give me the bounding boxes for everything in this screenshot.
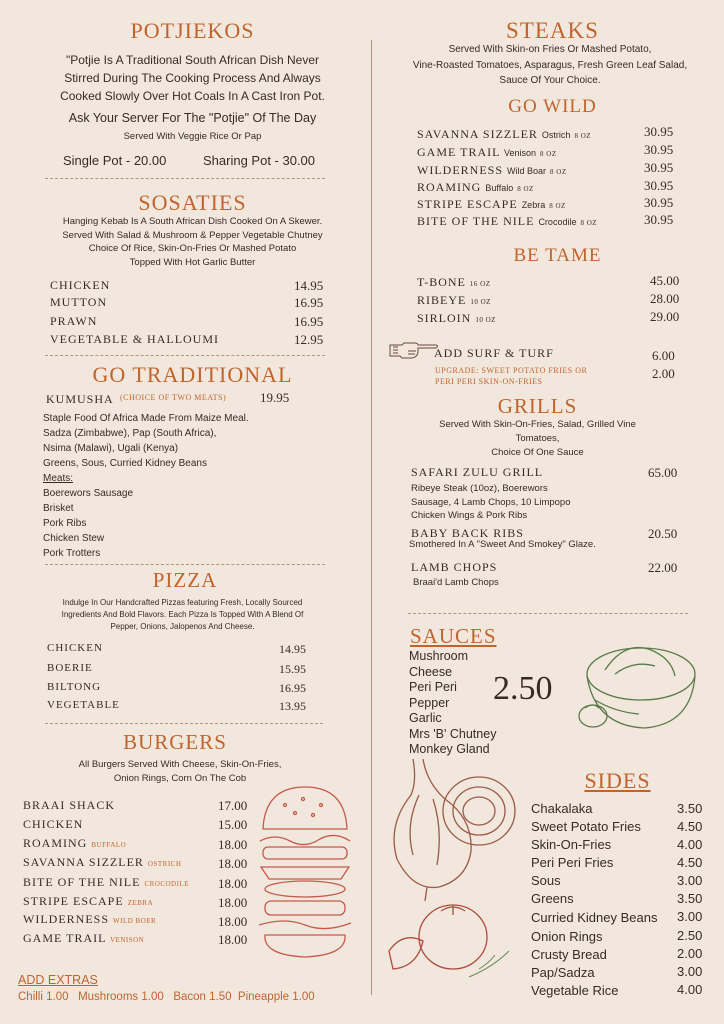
baby-back-ribs: BABY BACK RIBS xyxy=(411,526,524,540)
burgers-desc xyxy=(20,758,340,786)
side-item-price: 2.50 xyxy=(677,928,703,943)
sosaties-desc-line: Served With Salad & Mushroom & Pepper Vegetable Chutney xyxy=(62,229,323,241)
burger-price: 18.00 xyxy=(218,895,248,910)
wild-meat: Ostrich xyxy=(541,130,571,140)
side-item-name: Curried Kidney Beans xyxy=(531,910,658,925)
burger-illustration xyxy=(255,783,355,961)
side-item-price: 3.00 xyxy=(677,909,703,924)
meat-item: Brisket xyxy=(43,503,74,514)
tame-oz: 10 OZ xyxy=(470,298,491,306)
sauce-item: Garlic xyxy=(409,711,442,725)
burger-meat-note: CROCODILE xyxy=(144,880,189,888)
pizza-desc-line: Pepper, Onions, Jalopenos And Cheese. xyxy=(110,622,255,631)
burger-meat-note: BUFFALO xyxy=(91,841,127,849)
burger-name: SAVANNA SIZZLER OSTRICH xyxy=(23,855,182,869)
burger-meat-note: WILD BOER xyxy=(113,917,157,925)
kumusha-note: (CHOICE OF TWO MEATS) xyxy=(120,393,227,402)
wild-meat: Buffalo xyxy=(485,183,514,193)
side-item-name: Greens xyxy=(531,891,574,906)
wild-price: 30.95 xyxy=(644,195,674,210)
burger-price: 17.00 xyxy=(218,798,248,813)
ribs-desc: Smothered In A "Sweet And Smokey" Glaze. xyxy=(409,539,596,550)
traditional-line: Staple Food Of Africa Made From Maize Meal. xyxy=(43,413,249,424)
betame-title: BE TAME xyxy=(513,245,602,266)
wild-oz: 8 OZ xyxy=(550,168,567,176)
tame-price: 29.00 xyxy=(650,309,680,324)
side-item-name: Chakalaka xyxy=(531,801,593,816)
meat-item: Boerewors Sausage xyxy=(43,488,134,499)
potjiekos-desc-line: Stirred During The Cooking Process And Always xyxy=(64,71,321,85)
burger-price: 18.00 xyxy=(218,914,248,929)
side-item-name: Pap/Sadza xyxy=(531,965,595,980)
sauces-title: SAUCES xyxy=(410,624,497,648)
burger-price: 18.00 xyxy=(218,876,248,891)
wild-price: 30.95 xyxy=(644,142,674,157)
side-item-price: 3.50 xyxy=(677,891,703,906)
menu-item-name: CHICKEN xyxy=(47,642,103,654)
wild-item: BITE OF THE NILE Crocodile 8 OZ xyxy=(417,214,598,228)
sides-title: SIDES xyxy=(584,768,651,793)
menu-item-name: PRAWN xyxy=(50,314,98,328)
side-item-price: 4.00 xyxy=(677,837,703,852)
divider xyxy=(45,723,323,724)
menu-item-price: 14.95 xyxy=(279,642,306,656)
side-item-name: Peri Peri Fries xyxy=(531,855,614,870)
lamb-chops: LAMB CHOPS xyxy=(411,560,498,574)
traditional-line: Greens, Sous, Curried Kidney Beans xyxy=(43,458,207,469)
side-item-price: 4.50 xyxy=(677,855,703,870)
upgrade-note xyxy=(435,365,587,387)
menu-item-name: BILTONG xyxy=(47,681,102,693)
steaks-desc-line: Served With Skin-on Fries Or Mashed Potato, xyxy=(448,44,652,55)
side-item-price: 3.00 xyxy=(677,873,703,888)
zulu-grill-price: 65.00 xyxy=(648,465,678,480)
potjiekos-desc-line: "Potjie Is A Traditional South African Dish Never xyxy=(65,53,320,67)
side-item-name: Skin-On-Fries xyxy=(531,837,612,852)
wild-oz: 8 OZ xyxy=(540,150,557,158)
wild-price: 30.95 xyxy=(644,160,674,175)
sauce-item: Peri Peri xyxy=(409,680,457,694)
burger-meat-note: VENISON xyxy=(110,936,145,944)
lamb-price: 22.00 xyxy=(648,560,678,575)
divider xyxy=(45,178,325,179)
burger-name: BITE OF THE NILE CROCODILE xyxy=(23,875,189,889)
wild-item: WILDERNESS Wild Boar 8 OZ xyxy=(417,163,567,177)
wild-price: 30.95 xyxy=(644,212,674,227)
divider xyxy=(45,355,325,356)
sauce-item: Mrs 'B' Chutney xyxy=(409,726,497,741)
side-item-price: 3.50 xyxy=(677,801,703,816)
burger-price: 18.00 xyxy=(218,837,248,852)
potjiekos-desc-line: Cooked Slowly Over Hot Coals In A Cast Iron Pot. xyxy=(60,89,325,103)
grills-desc xyxy=(385,418,690,460)
pizza-desc xyxy=(30,597,335,633)
sauce-list xyxy=(409,649,496,758)
side-item-name: Vegetable Rice xyxy=(531,983,619,998)
pizza-title: PIZZA xyxy=(152,568,218,592)
burger-meat-note: ZEBRA xyxy=(127,899,154,907)
potjiekos-desc xyxy=(30,51,355,105)
sauce-item: Mushroom xyxy=(409,649,469,663)
ribs-price: 20.50 xyxy=(648,526,678,541)
tame-price: 28.00 xyxy=(650,291,680,306)
steaks-desc-line: Sauce Of Your Choice. xyxy=(499,75,601,86)
extras-list: Chilli 1.00 Mushrooms 1.00 Bacon 1.50 Pineapple 1.00 xyxy=(18,991,315,1003)
menu-item-price: 14.95 xyxy=(294,278,324,293)
menu-item-name: MUTTON xyxy=(50,295,108,309)
sosaties-desc-line: Topped With Hot Garlic Butter xyxy=(129,256,256,268)
zulu-grill: SAFARI ZULU GRILL xyxy=(411,465,544,479)
side-item-price: 4.50 xyxy=(677,819,703,834)
onion-illustration xyxy=(383,755,523,980)
divider xyxy=(45,564,325,565)
steaks-desc xyxy=(380,42,720,89)
menu-item-price: 15.95 xyxy=(279,662,306,676)
grills-title: GRILLS xyxy=(497,394,578,418)
column-divider xyxy=(371,40,372,995)
menu-item-price: 13.95 xyxy=(279,699,306,713)
burger-name: STRIPE ESCAPE ZEBRA xyxy=(23,894,154,908)
wild-price: 30.95 xyxy=(644,124,674,139)
meat-item: Pork Ribs xyxy=(43,518,87,529)
burger-name: ROAMING BUFFALO xyxy=(23,836,127,850)
sharing-pot: Sharing Pot - 30.00 xyxy=(203,153,316,168)
burgers-desc-line: Onion Rings, Corn On The Cob xyxy=(113,773,247,784)
sosaties-title: SOSATIES xyxy=(138,190,247,215)
tame-oz: 16 OZ xyxy=(469,280,491,288)
wild-item: GAME TRAIL Venison 8 OZ xyxy=(417,145,557,159)
grills-desc-line: Choice Of One Sauce xyxy=(491,447,584,458)
meat-item: Chicken Stew xyxy=(43,533,105,544)
divider xyxy=(408,613,688,614)
traditional-lines xyxy=(43,411,249,561)
wild-oz: 8 OZ xyxy=(574,132,592,140)
upgrade-line: PERI PERI SKIN-ON-FRIES xyxy=(435,377,543,386)
side-item-name: Onion Rings xyxy=(531,929,603,944)
side-item-name: Sweet Potato Fries xyxy=(531,819,641,834)
menu-item-name: VEGETABLE xyxy=(47,699,120,711)
wild-meat: Crocodile xyxy=(538,217,577,227)
lamb-desc: Braai'd Lamb Chops xyxy=(413,577,499,588)
wild-oz: 8 OZ xyxy=(549,202,566,210)
wild-oz: 8 OZ xyxy=(517,185,534,193)
potjiekos-title: POTJIEKOS xyxy=(130,18,255,43)
traditional-title: GO TRADITIONAL xyxy=(92,362,293,387)
grills-desc-line: Served With Skin-On-Fries, Salad, Grilled Vine xyxy=(439,419,636,430)
menu-item-price: 16.95 xyxy=(294,295,324,310)
upgrade-line: UPGRADE: SWEET POTATO FRIES OR xyxy=(435,366,588,375)
traditional-line: Nsima (Malawi), Ugali (Kenya) xyxy=(43,443,179,454)
sosaties-desc-line: Choice Of Rice, Skin-On-Fries Or Mashed Potato xyxy=(88,243,297,254)
upgrade-price: 2.00 xyxy=(652,366,675,381)
side-item-price: 4.00 xyxy=(677,982,703,997)
menu-item-price: 16.95 xyxy=(294,314,324,329)
burgers-desc-line: All Burgers Served With Cheese, Skin-On-Fries, xyxy=(78,759,282,770)
meat-item: Pork Trotters xyxy=(43,548,101,559)
sauce-item: Pepper xyxy=(409,695,450,710)
extras-label: ADD EXTRAS xyxy=(18,973,98,987)
kumusha-price: 19.95 xyxy=(260,390,290,405)
wild-price: 30.95 xyxy=(644,178,674,193)
tame-item: T-BONE 16 OZ xyxy=(417,275,491,289)
sauce-price: 2.50 xyxy=(493,670,553,707)
surf-turf-price: 6.00 xyxy=(652,348,675,363)
tame-item: RIBEYE 10 OZ xyxy=(417,293,491,307)
menu-item-name: BOERIE xyxy=(47,662,93,674)
menu-item-price: 12.95 xyxy=(294,332,324,347)
burger-price: 15.00 xyxy=(218,817,248,832)
sauce-bowl-illustration xyxy=(575,630,703,742)
burgers-title: BURGERS xyxy=(123,730,227,754)
burger-name: CHICKEN xyxy=(23,817,84,831)
wild-meat: Wild Boar xyxy=(507,166,547,176)
menu-item-name: CHICKEN xyxy=(50,278,111,292)
steaks-desc-line: Vine-Roasted Tomatoes, Asparagus, Fresh Green Leaf Salad, xyxy=(412,59,688,71)
tame-price: 45.00 xyxy=(650,273,680,288)
side-item-price: 3.00 xyxy=(677,964,703,979)
single-pot: Single Pot - 20.00 xyxy=(63,153,167,168)
zulu-desc-line: Ribeye Steak (10oz), Boerewors xyxy=(411,483,548,494)
tame-item: SIRLOIN 10 OZ xyxy=(417,311,496,325)
side-item-price: 2.00 xyxy=(677,946,703,961)
side-item-name: Crusty Bread xyxy=(531,947,607,962)
potjie-served: Served With Veggie Rice Or Pap xyxy=(123,131,262,142)
burger-name: WILDERNESS WILD BOER xyxy=(23,912,157,926)
side-item-name: Sous xyxy=(531,873,561,888)
meats-label: Meats: xyxy=(43,473,74,484)
wild-oz: 8 OZ xyxy=(580,219,598,227)
burger-name: BRAAI SHACK xyxy=(23,798,116,812)
potjie-ask: Ask Your Server For The "Potjie" Of The Day xyxy=(68,111,317,125)
burger-price: 18.00 xyxy=(218,932,248,947)
zulu-desc-line: Sausage, 4 Lamb Chops, 10 Limpopo xyxy=(411,496,571,508)
pointing-hand-icon xyxy=(388,337,440,363)
wild-item: SAVANNA SIZZLER Ostrich 8 OZ xyxy=(417,127,592,141)
pizza-desc-line: Indulge In Our Handcrafted Pizzas featuring Fresh, Locally Sourced xyxy=(62,598,303,607)
burger-price: 18.00 xyxy=(218,856,248,871)
wild-item: STRIPE ESCAPE Zebra 8 OZ xyxy=(417,197,566,211)
tame-oz: 10 OZ xyxy=(475,316,496,324)
surf-turf: ADD SURF & TURF xyxy=(434,346,554,360)
wild-item: ROAMING Buffalo 8 OZ xyxy=(417,180,534,194)
gowild-title: GO WILD xyxy=(508,96,597,117)
menu-item-price: 16.95 xyxy=(279,681,306,695)
burger-meat-note: OSTRICH xyxy=(147,860,182,868)
wild-meat: Zebra xyxy=(521,200,546,210)
grills-desc-line: Tomatoes, xyxy=(515,433,560,444)
pizza-desc-line: Ingredients And Bold Flavors. Each Pizza Is Topped With A Blend Of xyxy=(61,610,304,619)
sauce-item: Cheese xyxy=(409,664,453,679)
zulu-desc-line: Chicken Wings & Pork Ribs xyxy=(411,510,528,521)
traditional-line: Sadza (Zimbabwe), Pap (South Africa), xyxy=(43,428,217,439)
sosaties-desc xyxy=(30,215,355,269)
sosaties-desc-line: Hanging Kebab Is A South African Dish Cooked On A Skewer. xyxy=(62,216,323,227)
wild-meat: Venison xyxy=(504,148,537,158)
menu-item-name: VEGETABLE & HALLOUMI xyxy=(50,332,220,346)
kumusha-name: KUMUSHA xyxy=(46,392,114,406)
sauce-item: Monkey Gland xyxy=(409,742,490,756)
steaks-title: STEAKS xyxy=(506,18,599,43)
zulu-desc xyxy=(411,482,571,523)
burger-name: GAME TRAIL VENISON xyxy=(23,931,145,945)
